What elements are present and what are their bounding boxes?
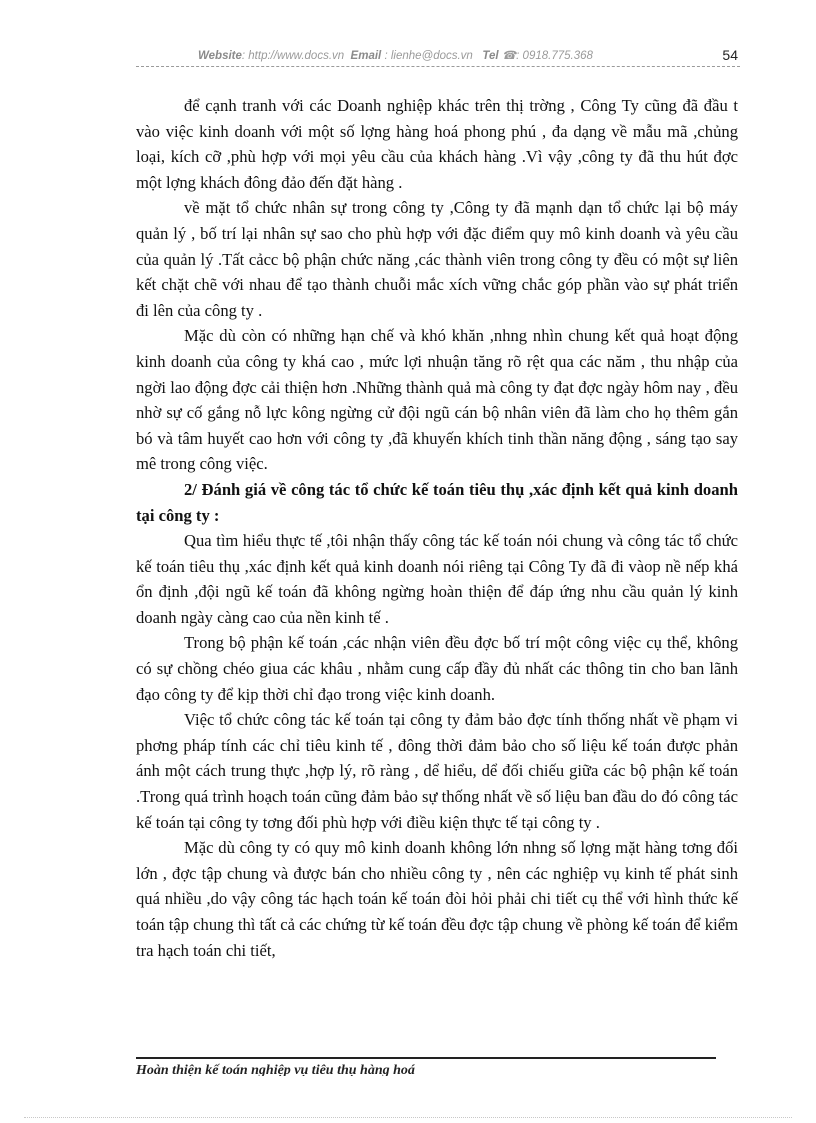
section-heading: 2/ Đánh giá về công tác tổ chức kế toán tiêu thụ ,xác định kết quả kinh doanh tại công ty : xyxy=(136,479,738,525)
header-divider xyxy=(136,66,740,67)
website-label: Website xyxy=(198,50,242,62)
email-label: Email xyxy=(350,50,382,62)
page-bottom-border xyxy=(24,1117,792,1118)
email-address[interactable]: : lienhe@docs.vn xyxy=(384,50,473,62)
paragraph-accounting-consistency: Việc tổ chức công tác kế toán tại công ty đảm bảo đợc tính thống nhất về phạm vi phơng pháp tính các chỉ tiêu kinh tế , đông thời đảm bảo cho số liệu kế toán được phản ánh một cách trung thực ,hợp lý, rõ ràng , dể hiểu, dể đối chiếu giữa các bộ phận kế toán .Trong quá trình hoạch toán cũng đảm bảo sự thống nhất về số liệu ban đầu do đó công tác kế toán tại công ty tơng đối phù hợp với điều kiện thực tế tại công ty . xyxy=(136,710,738,832)
paragraph-accounting-staff: Trong bộ phận kế toán ,các nhận viên đều đợc bố trí một công việc cụ thể, không có sự chồng chéo giua các khâu , nhằm cung cấp đầy đủ nhất các thông tin cho ban lãnh đạo công ty để kịp thời chỉ đạo trong việc kinh doanh. xyxy=(136,633,738,704)
footer-title: Hoàn thiện kế toán nghiệp vụ tiêu thụ hàng hoá xyxy=(136,1063,415,1076)
tel-number: ☎: 0918.775.368 xyxy=(501,50,593,62)
website-url[interactable]: : http://www.docs.vn xyxy=(241,50,345,62)
paragraph-accounting-overview: Qua tìm hiểu thực tế ,tôi nhận thấy công tác kế toán nói chung và công tác tổ chức kế toán tiêu thụ ,xác định kết quả kinh doanh nói riêng tại Công Ty đã đi vàop nề nếp khá ổn định ,đội ngũ kế toán đã không ngừng hoàn thiện để đáp ứng nhu cầu quản lý kinh doanh ngày càng cao của nền kinh tế . xyxy=(136,531,738,627)
header-contact-info xyxy=(198,48,593,62)
document-body xyxy=(136,93,738,963)
paragraph-accounting-volume: Mặc dù công ty có quy mô kinh doanh không lớn nhng số lợng mặt hàng tơng đối lớn , đợc tập chung và được bán cho nhiều công ty , nên các nghiệp vụ kinh tế phát sinh quá nhiều ,do vậy công tác hạch toán kế toán đòi hỏi phải chi tiết cụ thể với hình thức kế toán tập chung thì tất cả các chứng từ kế toán đều đợc tập chung về phòng kế toán để kiểm tra hạch toán chi tiết, xyxy=(136,838,738,960)
page-number: 54 xyxy=(722,47,738,63)
paragraph-competition: để cạnh tranh với các Doanh nghiệp khác trên thị trờng , Công Ty cũng đã đầu t vào việc kinh doanh với một số lợng hàng hoá phong phú , đa dạng về mẫu mã ,chủng loại, kích cỡ ,phù hợp với mọi yêu cầu của khách hàng .Vì vậy ,công ty đã thu hút đợc một lợng khách đông đảo đến đặt hàng . xyxy=(136,96,738,192)
page-header xyxy=(136,44,740,68)
paragraph-personnel: về mặt tổ chức nhân sự trong công ty ,Công ty đã mạnh dạn tổ chức lại bộ máy quản lý , bố trí lại nhân sự sao cho phù hợp với đặc điểm quy mô kinh doanh và yêu cầu của quản lý .Tất cảcc bộ phận chức năng ,các thành viên trong công ty đều có một sự liên kết chặt chẽ với nhau để tạo thành chuỗi mắc xích vững chắc góp phần vào sự phát triển đi lên của công ty . xyxy=(136,198,738,320)
paragraph-results: Mặc dù còn có những hạn chế và khó khăn ,nhng nhìn chung kết quả hoạt động kinh doanh của công ty khá cao , mức lợi nhuận tăng rõ rệt qua các năm , thu nhập của ngời lao động đợc cải thiện hơn .Những thành quả mà công ty đạt đợc ngày hôm nay , đều nhờ sự cố gắng nỗ lực kông ngừng cử đội ngũ cán bộ nhân viên đã làm cho họ thêm gắn bó và tâm huyết cao hơn với công ty ,đã khuyến khích tinh thần năng động , sáng tạo say mê trong công việc. xyxy=(136,326,738,474)
tel-label: Tel xyxy=(482,50,499,62)
footer-divider xyxy=(136,1057,716,1059)
